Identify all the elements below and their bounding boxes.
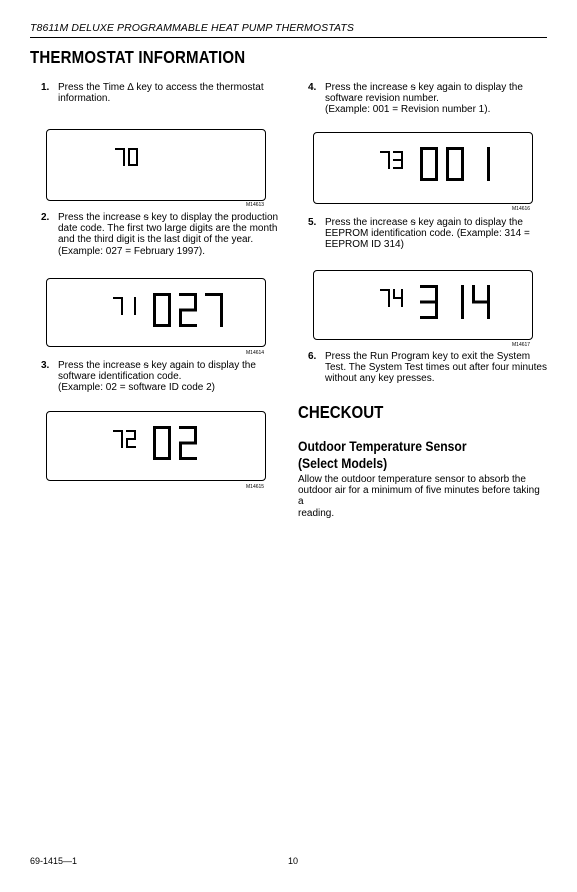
step-line: Press the increase ᵴ key again to display the xyxy=(58,360,256,371)
lcd-segment xyxy=(123,148,125,157)
lcd-digits xyxy=(47,279,265,346)
figure-id: M14617 xyxy=(512,342,531,348)
lcd-segment xyxy=(401,298,403,307)
lcd-segment xyxy=(168,293,171,310)
small-digit xyxy=(393,289,403,307)
lcd-segment xyxy=(194,426,197,443)
lcd-segment xyxy=(179,324,197,327)
large-digit xyxy=(179,426,197,460)
section-title: THERMOSTAT INFORMATION xyxy=(30,47,246,67)
lcd-segment xyxy=(388,289,390,298)
lcd-segment xyxy=(461,302,464,319)
step-number: 4. xyxy=(308,82,317,93)
lcd-segment xyxy=(401,151,403,160)
lcd-digits xyxy=(314,133,532,203)
lcd-segment xyxy=(153,426,156,443)
lcd-digits xyxy=(47,412,265,480)
lcd-segment xyxy=(123,157,125,166)
step-line: Press the increase ᵴ key to display the production xyxy=(58,212,279,223)
lcd-segment xyxy=(487,147,490,164)
step-5 xyxy=(308,217,548,252)
step-line: without any key presses. xyxy=(325,373,435,385)
step-text xyxy=(58,82,264,104)
lcd-segment xyxy=(121,439,123,448)
lcd-segment xyxy=(435,285,438,302)
lcd-segment xyxy=(153,443,156,460)
lcd-segment xyxy=(153,293,156,310)
doc-number: 69-1415—1 xyxy=(30,856,78,866)
body-line: reading. xyxy=(298,507,335,519)
large-digit xyxy=(472,285,490,319)
small-digit xyxy=(380,289,390,307)
large-digit xyxy=(205,293,223,327)
small-digit xyxy=(134,297,136,315)
lcd-segment xyxy=(420,164,423,181)
lcd-segment xyxy=(487,302,490,319)
step-text xyxy=(58,360,256,394)
lcd-digits xyxy=(47,130,265,200)
step-number: 3. xyxy=(41,360,50,371)
lcd-segment xyxy=(388,151,390,160)
lcd-digits xyxy=(314,271,532,339)
lcd-segment xyxy=(134,297,136,306)
step-text xyxy=(325,351,547,385)
lcd-segment xyxy=(393,289,395,298)
body-line: outdoor air for a minimum of five minutes before taking a xyxy=(298,485,540,508)
large-digit xyxy=(153,293,171,327)
page-number: 10 xyxy=(288,856,299,866)
lcd-segment xyxy=(472,285,475,302)
small-digit xyxy=(113,430,123,448)
step-line: Press the Run Program key to exit the System xyxy=(325,351,531,362)
figure-id: M14613 xyxy=(246,202,265,208)
step-3 xyxy=(41,360,281,395)
small-digit xyxy=(126,430,136,448)
small-digit xyxy=(380,151,390,169)
lcd-segment xyxy=(435,147,438,164)
step-number: 1. xyxy=(41,82,50,93)
lcd-segment xyxy=(487,164,490,181)
step-text xyxy=(58,212,278,257)
step-4 xyxy=(308,82,548,117)
body-line: Allow the outdoor temperature sensor to absorb the xyxy=(298,474,526,485)
step-line: Press the Time ∆ key to access the thermostat xyxy=(58,82,264,93)
step-line: software identification code. xyxy=(58,371,182,383)
large-digit xyxy=(420,147,438,181)
large-digit xyxy=(461,285,464,319)
small-digit xyxy=(113,297,123,315)
lcd-display xyxy=(46,411,266,481)
lcd-segment xyxy=(401,289,403,298)
checkout-subheading xyxy=(298,438,467,472)
lcd-segment xyxy=(461,285,464,302)
lcd-segment xyxy=(388,160,390,169)
step-line: and the third digit is the last digit of the year. xyxy=(58,234,254,246)
step-line: EEPROM ID 314) xyxy=(325,239,404,251)
step-1 xyxy=(41,82,281,106)
lcd-segment xyxy=(461,147,464,164)
large-digit xyxy=(420,285,438,319)
step-text xyxy=(325,217,530,251)
header-rule xyxy=(30,37,547,38)
lcd-segment xyxy=(121,297,123,306)
running-header: T8611M DELUXE PROGRAMMABLE HEAT PUMP THERMOSTATS xyxy=(30,22,354,34)
figure-id: M14616 xyxy=(512,206,531,212)
step-line: EEPROM identification code. (Example: 314 = xyxy=(325,228,530,240)
lcd-segment xyxy=(153,310,156,327)
lcd-segment xyxy=(136,148,138,157)
lcd-segment xyxy=(128,157,130,166)
step-number: 2. xyxy=(41,212,50,223)
lcd-segment xyxy=(168,426,171,443)
figure-id: M14615 xyxy=(246,484,265,490)
large-digit xyxy=(153,426,171,460)
lcd-segment xyxy=(126,446,136,448)
lcd-segment xyxy=(446,164,449,181)
small-digit xyxy=(393,151,403,169)
large-digit xyxy=(179,293,197,327)
step-line: Test. The System Test times out after four minutes xyxy=(325,362,547,374)
checkout-heading: CHECKOUT xyxy=(298,402,384,422)
step-text xyxy=(325,82,523,116)
step-line: Press the increase ᵴ key again to display the xyxy=(325,217,523,228)
lcd-segment xyxy=(121,306,123,315)
lcd-segment xyxy=(134,430,136,439)
lcd-segment xyxy=(388,298,390,307)
step-line: (Example: 02 = software ID code 2) xyxy=(58,382,216,394)
lcd-segment xyxy=(194,293,197,310)
lcd-segment xyxy=(420,316,438,319)
step-2 xyxy=(41,212,281,258)
subheading-line: (Select Models) xyxy=(298,456,388,471)
checkout-body xyxy=(298,474,548,519)
lcd-segment xyxy=(220,293,223,310)
step-number: 6. xyxy=(308,351,317,362)
lcd-display xyxy=(313,132,533,204)
step-number: 5. xyxy=(308,217,317,228)
lcd-display xyxy=(313,270,533,340)
large-digit xyxy=(446,147,464,181)
lcd-segment xyxy=(220,310,223,327)
step-6 xyxy=(308,351,548,386)
lcd-segment xyxy=(420,147,423,164)
small-digit xyxy=(128,148,138,166)
lcd-segment xyxy=(446,147,449,164)
lcd-segment xyxy=(487,285,490,302)
lcd-segment xyxy=(179,457,197,460)
large-digit xyxy=(487,147,490,181)
figure-id: M14614 xyxy=(246,350,265,356)
step-line: (Example: 001 = Revision number 1). xyxy=(325,104,491,116)
lcd-segment xyxy=(128,148,130,157)
lcd-segment xyxy=(121,430,123,439)
step-line: Press the increase ᵴ key again to display the xyxy=(325,82,523,93)
lcd-segment xyxy=(393,167,403,169)
lcd-display xyxy=(46,129,266,201)
step-line: software revision number. xyxy=(325,93,439,105)
step-line: information. xyxy=(58,93,111,105)
small-digit xyxy=(115,148,125,166)
lcd-segment xyxy=(134,306,136,315)
step-line: (Example: 027 = February 1997). xyxy=(58,245,206,257)
lcd-display xyxy=(46,278,266,347)
step-line: date code. The first two large digits are the month xyxy=(58,223,278,235)
subheading-line: Outdoor Temperature Sensor xyxy=(298,439,467,454)
